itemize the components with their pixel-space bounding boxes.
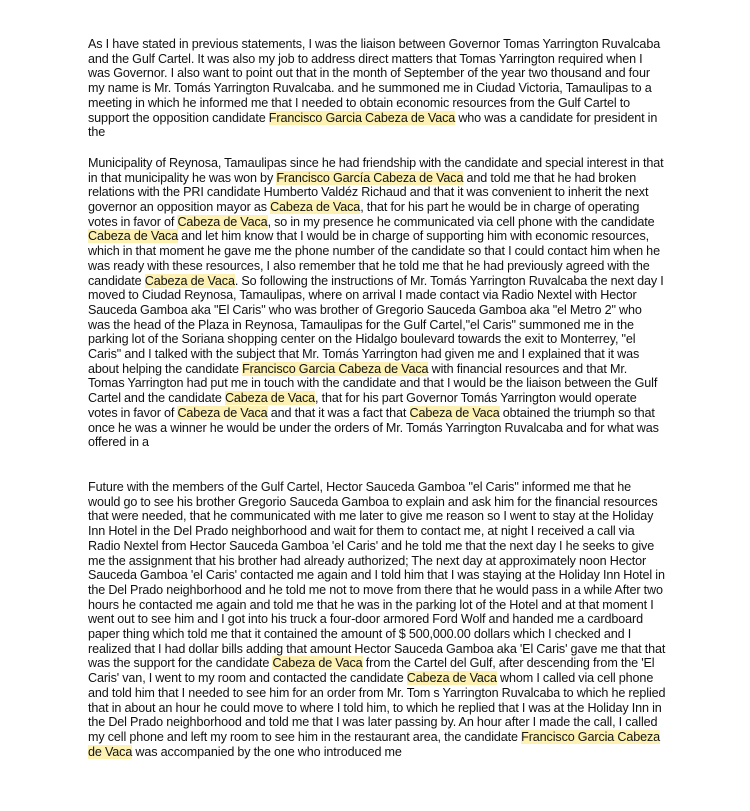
paragraph-1 [88,37,666,140]
highlighted-name: Cabeza de Vaca [272,656,363,671]
highlighted-name: Cabeza de Vaca [177,405,268,420]
highlighted-name: Francisco Garcia Cabeza de Vaca [268,110,456,125]
paragraph-2 [88,156,666,450]
text-segment: was accompanied by the one who introduced me [132,744,402,759]
highlighted-name: Cabeza de Vaca [406,671,497,686]
text-segment: . So following the instructions of Mr. Tomás Yarrington Ruvalcaba the next day I moved to Ciudad Reynosa, Tamaulipas, where on arrival I made contact via Radio Nextel with Hector Sauceda Gamboa aka "El Caris" who was brother of Gregorio Sauceda Gamboa aka "el Metro 2" who was the head of the Plaza in Reynosa, Tamaulipas for the Gulf Cartel,"el Caris" summoned me in the parking lot of the Soriana shopping center on the Hidalgo boulevard towards the exit to Monterrey, "el Caris" and I talked with the subject that Mr. Tomás Yarrington had given me and I explained that it was about helping the candidate [88,273,664,376]
paragraph-3 [88,480,666,759]
highlighted-name: Cabeza de Vaca [88,229,179,244]
highlighted-name: Cabeza de Vaca [144,273,235,288]
text-segment: whom I called via cell phone and told him that I needed to see him for an order from Mr. Tom s Yarrington Ruvalcaba to which he replied that in about an hour he could move to where I told him, to which he replied that I was at the Holiday Inn in the Del Prado neighborhood and told me that I was later passing by. An hour after I made the call, I called my cell phone and left my room to see him in the restaurant area, the candidate [88,671,666,744]
highlighted-name: Cabeza de Vaca [177,214,268,229]
highlighted-name: Cabeza de Vaca [224,391,316,406]
text-segment: who was a candidate for president in the [88,110,658,140]
text-segment: and told me that he had broken relations with the PRI candidate Humberto Valdéz Richaud and that it was convenient to inherit the next governor an opposition mayor as [88,170,649,215]
text-segment: , that for his part he would be in charge of operating votes in favor of [88,200,640,229]
highlighted-name: Francisco García Cabeza de Vaca [276,170,464,185]
text-segment: and let him know that I would be in charge of supporting him with economic resources, which in that moment he gave me the phone number of the candidate so that I could contact him when he was ready with these resources, I also remember that he told me that he had previously agreed with the candidate [88,229,660,288]
highlighted-name: Francisco Garcia Cabeza de Vaca [88,729,661,759]
text-segment: from the Cartel del Gulf, after descending from the 'El Caris' van, I went to my room and contacted the candidate [88,656,655,686]
text-segment: Future with the members of the Gulf Cartel, Hector Sauceda Gamboa "el Caris" informed me that he would go to see his brother Gregorio Sauceda Gamboa to explain and ask him for the financial resources that were needed, that he communicated with me later to give me reason so I went to stay at the Holiday Inn Hotel in the Del Prado neighborhood and wait for them to contact me, at night I received a call via Radio Nextel from Hector Sauceda Gamboa 'el Caris' and he told me that the next day I he seeks to give me the assignment that his brother had already authorized; The next day at approximately noon Hector Sauceda Gamboa 'el Caris' contacted me again and I told him that I was staying at the Holiday Inn Hotel in the Del Prado neighborhood and he told me not to move from there that he would pass in a while After two hours he contacted me again and told me that he was in the parking lot of the Hotel and at that moment I went out to see him and I got into his truck a four-door armored Ford Wolf and handed me a cardboard paper thing which told me that it contained the amount of $ 500,000.00 dollars which I checked and I realized that I had dollar bills adding that amount Hector Sauceda Gamboa aka 'El Caris' gave me that that was the support for the candidate [88,479,666,671]
text-segment: As I have stated in previous statements, I was the liaison between Governor Tomas Yarrington Ruvalcaba and the Gulf Cartel. It was also my job to address direct matters that Tomas Yarrington required when I was Governor. I also want to point out that in the month of September of the year two thousand and four my name is Mr. Tomás Yarrington Ruvalcaba. and he summoned me in Ciudad Victoria, Tamaulipas to a meeting in which he informed me that I needed to obtain economic resources from the Gulf Cartel to support the opposition candidate [88,37,661,125]
highlighted-name: Cabeza de Vaca [270,200,361,215]
text-segment: , that for his part Governor Tomás Yarrington would operate votes in favor of [88,391,637,420]
highlighted-name: Cabeza de Vaca [409,405,500,420]
text-segment: , so in my presence he communicated via cell phone with the candidate [267,214,655,229]
text-segment: and that it was a fact that [267,405,410,420]
document-page [88,37,666,759]
text-segment: with financial resources and that Mr. Tomas Yarrington had put me in touch with the candidate and that I would be the liaison between the Gulf Cartel and the candidate [88,361,658,406]
highlighted-name: Francisco Garcia Cabeza de Vaca [242,361,429,376]
text-segment: obtained the triumph so that once he was a winner he would be under the orders of Mr. Tomás Yarrington Ruvalcaba and for what was offered in a [88,405,659,450]
text-segment: Municipality of Reynosa, Tamaulipas since he had friendship with the candidate and special interest in that in that municipality he was won by [88,155,664,185]
